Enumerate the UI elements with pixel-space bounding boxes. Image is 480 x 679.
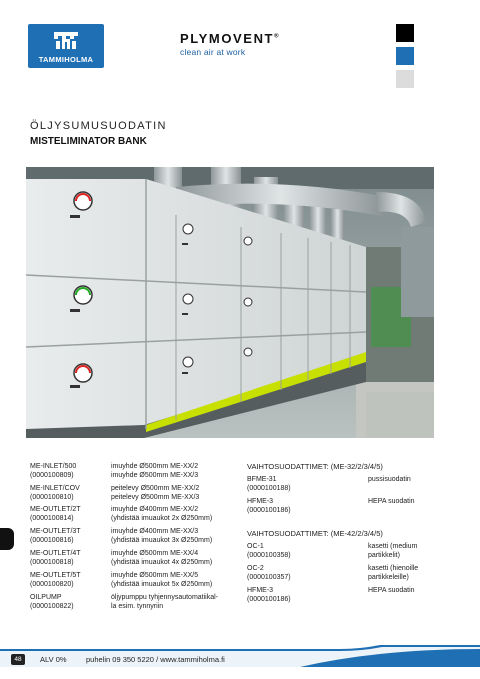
color-swatch-blue [396, 47, 414, 65]
filters-table-me42: VAIHTOSUODATTIMET: (ME-42/2/3/4/5) OC-1 (0000100358) kasetti (medium partikkelit) OC-2 (0000100357) kasetti (hienoille partikkeleille) HFME-3 (0000100186) HEPA suodatin [247, 529, 419, 603]
plymovent-logo [180, 31, 280, 57]
section-tab [0, 528, 14, 550]
page-number: 48 [11, 654, 25, 665]
tammiholma-emblem-icon [52, 29, 80, 53]
color-swatch-black [396, 24, 414, 42]
tammiholma-logo-text: TAMMIHOLMA [38, 55, 94, 64]
filters-table-me32: VAIHTOSUODATTIMET: (ME-32/2/3/4/5) BFME-31 (0000100188) pussisuodatin HFME-3 (0000100186) HEPA suodatin [247, 462, 415, 514]
product-photo [26, 167, 434, 438]
registered-mark: ® [274, 33, 281, 40]
filters-heading: VAIHTOSUODATTIMET: (ME-32/2/3/4/5) [247, 462, 383, 471]
plymovent-tagline: clean air at work [180, 47, 246, 57]
filters-heading: VAIHTOSUODATTIMET: (ME-42/2/3/4/5) [247, 529, 383, 538]
footer-bar [0, 645, 480, 667]
accessory-table: ME-INLET/500 (0000100809) imuyhde Ø500mm ME-XX/2 imuyhde Ø500mm ME-XX/3 ME-INLET/COV (0000100810) peitelevy Ø500mm ME-XX/2 peitelevy Ø500mm ME-XX/3 ME-OUTLET/2T (0000100814) imuyhde Ø400mm ME-XX/2 (yhdistää imuaukot 2x Ø250mm) ME-OUTLET/3T (0000100816) imuyhde Ø400mm ME-XX/3 (yhdistää imuaukot 3x Ø250mm) ME-OUTLET/4T (0000100818) imuyhde Ø500mm ME-XX/4 (yhdistää imuaukot 4x Ø250mm) ME-OUTLET/5T (0000100820) imuyhde Ø500mm ME-XX/5 (yhdistää imuaukot 5x Ø250mm) OILPUMP (0000100822) öljypumppu tyhjennysautomatiikal- la esim. tynnyriin [30, 463, 218, 610]
page-title-finnish: ÖLJYSUMUSUODATIN [30, 120, 167, 132]
vat-note: ALV 0% [40, 655, 67, 664]
contact-info[interactable]: puhelin 09 350 5220 / www.tammiholma.fi [86, 655, 225, 664]
page-title-english: MISTELIMINATOR BANK [30, 136, 147, 147]
plymovent-name: PLYMOVENT [180, 31, 275, 46]
color-swatch-grey [396, 70, 414, 88]
tammiholma-logo [28, 24, 104, 68]
